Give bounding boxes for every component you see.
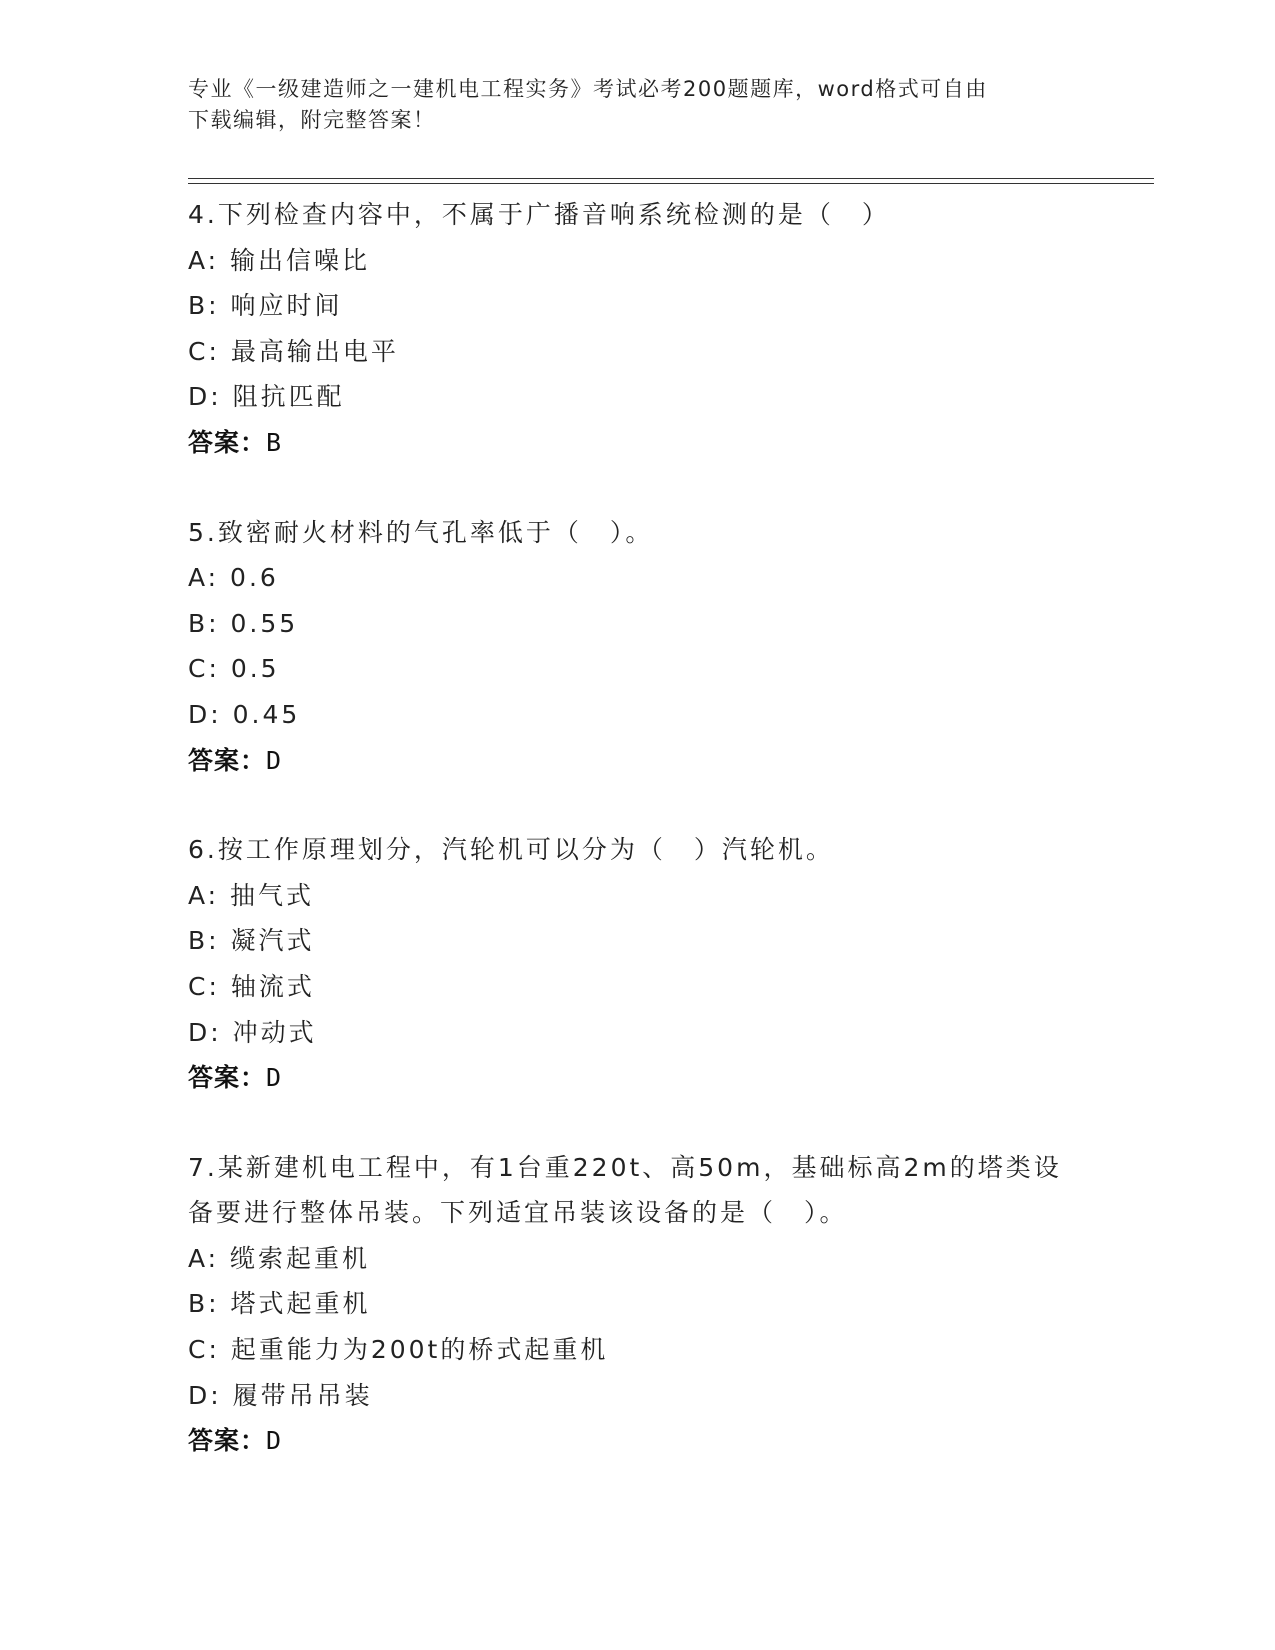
question-stem: 4.下列检查内容中，不属于广播音响系统检测的是（ ） — [188, 200, 890, 229]
option-d: D: 0.45 — [188, 699, 301, 729]
question-6 — [188, 827, 1148, 1101]
option-c: C: 0.5 — [188, 654, 280, 684]
answer-value: D — [266, 1063, 283, 1093]
header-line-1: 专业《一级建造师之一建机电工程实务》考试必考200题题库，word格式可自由 — [188, 77, 988, 101]
question-4 — [188, 192, 1148, 466]
option-a: A: 0.6 — [188, 563, 279, 593]
option-b: B: 塔式起重机 — [188, 1289, 371, 1319]
option-a: A: 抽气式 — [188, 880, 315, 910]
question-spacer — [188, 466, 1148, 510]
option-d: D: 履带吊吊装 — [188, 1380, 373, 1410]
option-d: D: 冲动式 — [188, 1017, 317, 1047]
header-rule-top — [188, 178, 1154, 179]
option-b: B: 凝汽式 — [188, 926, 315, 956]
answer-label: 答案： — [188, 745, 267, 775]
option-c: C: 起重能力为200t的桥式起重机 — [188, 1335, 609, 1365]
option-a: A: 缆索起重机 — [188, 1243, 371, 1273]
question-spacer — [188, 783, 1148, 827]
answer-line — [188, 1055, 1148, 1101]
answer-line — [188, 1418, 1148, 1464]
option-c: C: 轴流式 — [188, 971, 315, 1001]
question-stem: 5.致密耐火材料的气孔率低于（ ）。 — [188, 517, 654, 547]
question-stem-line-1: 7.某新建机电工程中，有1台重220t、高50m，基础标高2m的塔类设 — [188, 1152, 1062, 1182]
answer-line — [188, 420, 1148, 466]
question-list — [188, 192, 1148, 1464]
answer-label: 答案： — [188, 427, 267, 457]
answer-label: 答案： — [188, 1426, 267, 1456]
option-b: B: 响应时间 — [188, 291, 343, 321]
option-c: C: 最高输出电平 — [188, 336, 399, 366]
answer-value: D — [266, 1426, 283, 1456]
question-5 — [188, 510, 1148, 784]
question-7 — [188, 1145, 1148, 1464]
document-header — [188, 74, 1088, 136]
question-stem: 6.按工作原理划分，汽轮机可以分为（ ）汽轮机。 — [188, 835, 834, 865]
answer-value: D — [266, 745, 283, 775]
option-a: A: 输出信噪比 — [188, 245, 371, 275]
answer-label: 答案： — [188, 1063, 267, 1093]
header-line-2: 下载编辑，附完整答案！ — [188, 108, 436, 132]
header-rule-bottom — [188, 183, 1154, 184]
question-spacer — [188, 1101, 1148, 1145]
option-d: D: 阻抗匹配 — [188, 382, 345, 412]
answer-line — [188, 738, 1148, 784]
option-b: B: 0.55 — [188, 608, 299, 638]
question-stem-line-2: 备要进行整体吊装。下列适宜吊装该设备的是（ ）。 — [188, 1198, 848, 1228]
answer-value: B — [266, 427, 283, 457]
